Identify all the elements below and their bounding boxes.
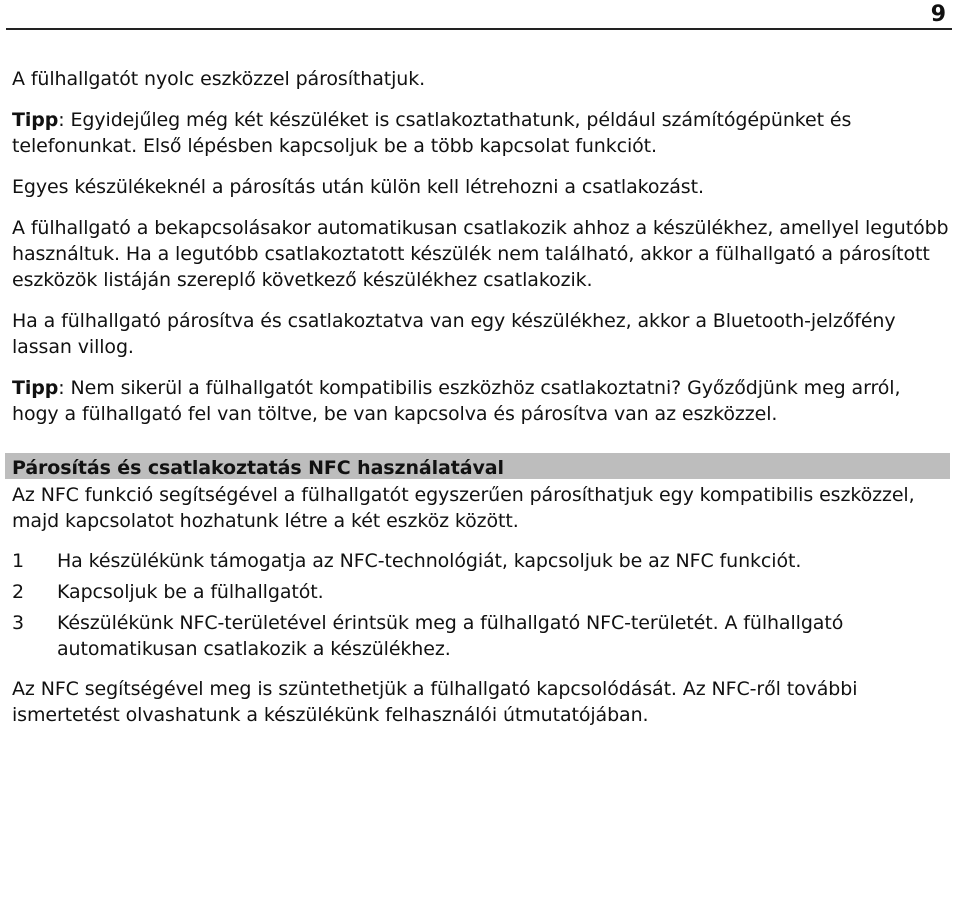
list-item [12,610,952,662]
step-text: Kapcsoljuk be a fülhallgatót. [57,581,324,603]
page-number: 9 [930,2,946,27]
paragraph-auto-connect: A fülhallgató a bekapcsolásakor automatikusan csatlakozik ahhoz a készülékhez, amellyel legutóbb használtuk. Ha a legutóbb csatlakoztatott készülék nem található, akkor a fülhallgató a párosított eszközök listáján szereplő következő készülékhez csatlakozik. [12,217,949,291]
tip-label: Tipp [12,377,59,399]
document-body [12,66,952,743]
step-text: Ha készülékünk támogatja az NFC-technológiát, kapcsoljuk be az NFC funkciót. [57,550,802,572]
paragraph-indicator-light: Ha a fülhallgató párosítva és csatlakoztatva van egy készülékhez, akkor a Bluetooth-jelzőfény lassan villog. [12,310,896,358]
paragraph-manual-connect: Egyes készülékeknél a párosítás után külön kell létrehozni a csatlakozást. [12,176,704,198]
paragraph-nfc-disconnect: Az NFC segítségével meg is szüntethetjük a fülhallgató kapcsolódását. Az NFC-ről további ismertetést olvashatunk a készülékünk felhasználói útmutatójában. [12,678,858,726]
step-number: 2 [12,581,24,603]
paragraph-pairing-limit: A fülhallgatót nyolc eszközzel párosíthatjuk. [12,68,426,90]
tip-text: : Egyidejűleg még két készüléket is csatlakoztathatunk, például számítógépünket és telefonunkat. Első lépésben kapcsoljuk be a több kapcsolat funkciót. [12,109,852,157]
tip-text: : Nem sikerül a fülhallgatót kompatibilis eszközhöz csatlakoztatni? Győződjünk meg arról, hogy a fülhallgató fel van töltve, be van kapcsolva és párosítva van az eszközzel. [12,377,901,425]
step-number: 1 [12,550,24,572]
steps-list [12,548,952,662]
section-intro: Az NFC funkció segítségével a fülhallgatót egyszerűen párosíthatjuk egy kompatibilis eszközzel, majd kapcsolatot hozhatunk létre a két eszköz között. [12,484,915,532]
header-rule [6,28,952,30]
section-heading-nfc: Párosítás és csatlakoztatás NFC használatával [5,453,950,479]
tip-multipoint [12,107,952,159]
step-text: Készülékünk NFC-területével érintsük meg a fülhallgató NFC-területét. A fülhallgató automatikusan csatlakozik a készülékhez. [57,612,844,660]
list-item [12,548,952,574]
tip-troubleshoot [12,375,952,427]
tip-label: Tipp [12,109,59,131]
list-item [12,579,952,605]
step-number: 3 [12,612,24,634]
